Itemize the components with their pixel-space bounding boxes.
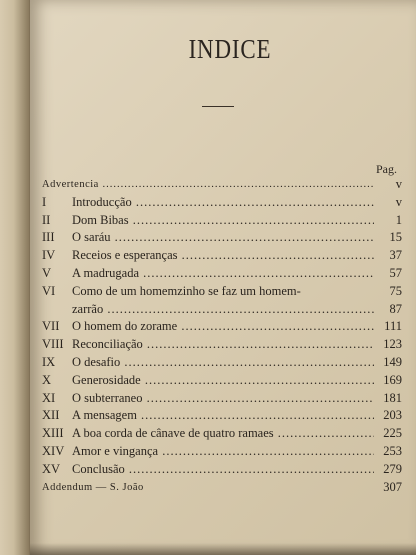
toc-row	[42, 194, 402, 212]
toc-row	[42, 176, 402, 194]
toc-entry-page: 57	[389, 265, 402, 280]
toc-row	[42, 443, 402, 461]
toc-chapter-number: XIII	[42, 426, 64, 441]
toc-entry-page: 37	[389, 248, 402, 263]
page-column-header: Pag.	[376, 162, 397, 176]
toc-entry-label: A mensagem .....	[72, 407, 374, 425]
toc-entry-label: O saráu .....	[72, 229, 374, 247]
toc-row	[42, 425, 402, 443]
toc-entry-label: Advertencia .....	[42, 176, 374, 194]
toc-chapter-number: II	[42, 212, 51, 227]
toc-entry-page: 15	[389, 230, 402, 245]
toc-row	[42, 354, 402, 372]
toc-chapter-number: XI	[42, 390, 56, 405]
toc-entry-page: 87	[389, 301, 402, 316]
toc-entry-label: O desafio .....	[72, 354, 374, 372]
toc-chapter-number: VI	[42, 283, 56, 298]
toc-entry-label: zarrão .....	[72, 301, 374, 319]
toc-entry-page: 253	[383, 443, 402, 458]
toc-chapter-number: XII	[42, 408, 60, 423]
toc-row	[42, 318, 402, 336]
toc-entry-page: v	[395, 177, 402, 191]
toc-chapter-number: IV	[42, 248, 56, 263]
toc-entry-label: Generosidade .....	[72, 372, 374, 390]
toc-chapter-number: VII	[42, 319, 60, 334]
toc-row	[42, 283, 402, 301]
toc-entry-page: 169	[383, 372, 402, 387]
toc-entry-page: 75	[389, 283, 402, 298]
toc-row	[42, 336, 402, 354]
toc-entry-page: 149	[383, 354, 402, 369]
toc-chapter-number: V	[42, 265, 52, 280]
book-spine-edge	[0, 0, 34, 555]
toc-chapter-number: X	[42, 372, 52, 387]
toc-entry-label: A boa corda de cânave de quatro ramaes .....	[72, 425, 374, 443]
toc-row	[42, 461, 402, 479]
toc-entry-label: Receios e esperanças .....	[72, 247, 374, 265]
toc-entry-page: v	[395, 194, 402, 209]
toc-row	[42, 390, 402, 408]
toc-entry-page: 123	[383, 337, 402, 352]
toc-entry-page: 111	[384, 319, 402, 334]
toc-chapter-number: XIV	[42, 443, 65, 458]
toc-entry-label: Dom Bibas .....	[72, 212, 374, 230]
toc-row	[42, 247, 402, 265]
toc-entry-label: O homem do zorame .....	[72, 318, 374, 336]
toc-entry-label: Como de um homemzinho se faz um homem-	[72, 283, 301, 298]
toc-row	[42, 301, 402, 319]
toc-entry-label: Conclusão .....	[72, 461, 374, 479]
toc-entry-label: Amor e vingança .....	[72, 443, 374, 461]
book-page	[30, 0, 416, 555]
toc-chapter-number: IX	[42, 354, 56, 369]
page-bottom-shadow	[30, 543, 416, 555]
toc-row	[42, 265, 402, 283]
toc-chapter-number: I	[42, 194, 47, 209]
toc-entry-label: A madrugada .....	[72, 265, 374, 283]
toc-entry-page: 307	[383, 479, 402, 494]
toc-entry-label: O subterraneo .....	[72, 390, 374, 408]
toc-row	[42, 372, 402, 390]
toc-entry-page: 279	[383, 461, 402, 476]
title-divider	[202, 106, 234, 107]
page-title: INDICE	[188, 34, 272, 64]
toc-entry-page: 225	[383, 426, 402, 441]
toc-entry-label: Reconciliação .....	[72, 336, 374, 354]
toc-entry-label: Addendum — S. João	[42, 481, 144, 493]
toc-row	[42, 407, 402, 425]
toc-entry-page: 1	[395, 212, 402, 227]
toc-chapter-number: VIII	[42, 337, 64, 352]
toc-row	[42, 212, 402, 230]
toc-row	[42, 229, 402, 247]
toc-entry-page: 181	[383, 390, 402, 405]
toc-row	[42, 479, 402, 497]
toc-chapter-number: III	[42, 230, 55, 245]
table-of-contents	[42, 176, 402, 496]
toc-entry-page: 203	[383, 408, 402, 423]
toc-chapter-number: XV	[42, 461, 61, 476]
toc-entry-label: Introducção .....	[72, 194, 374, 212]
